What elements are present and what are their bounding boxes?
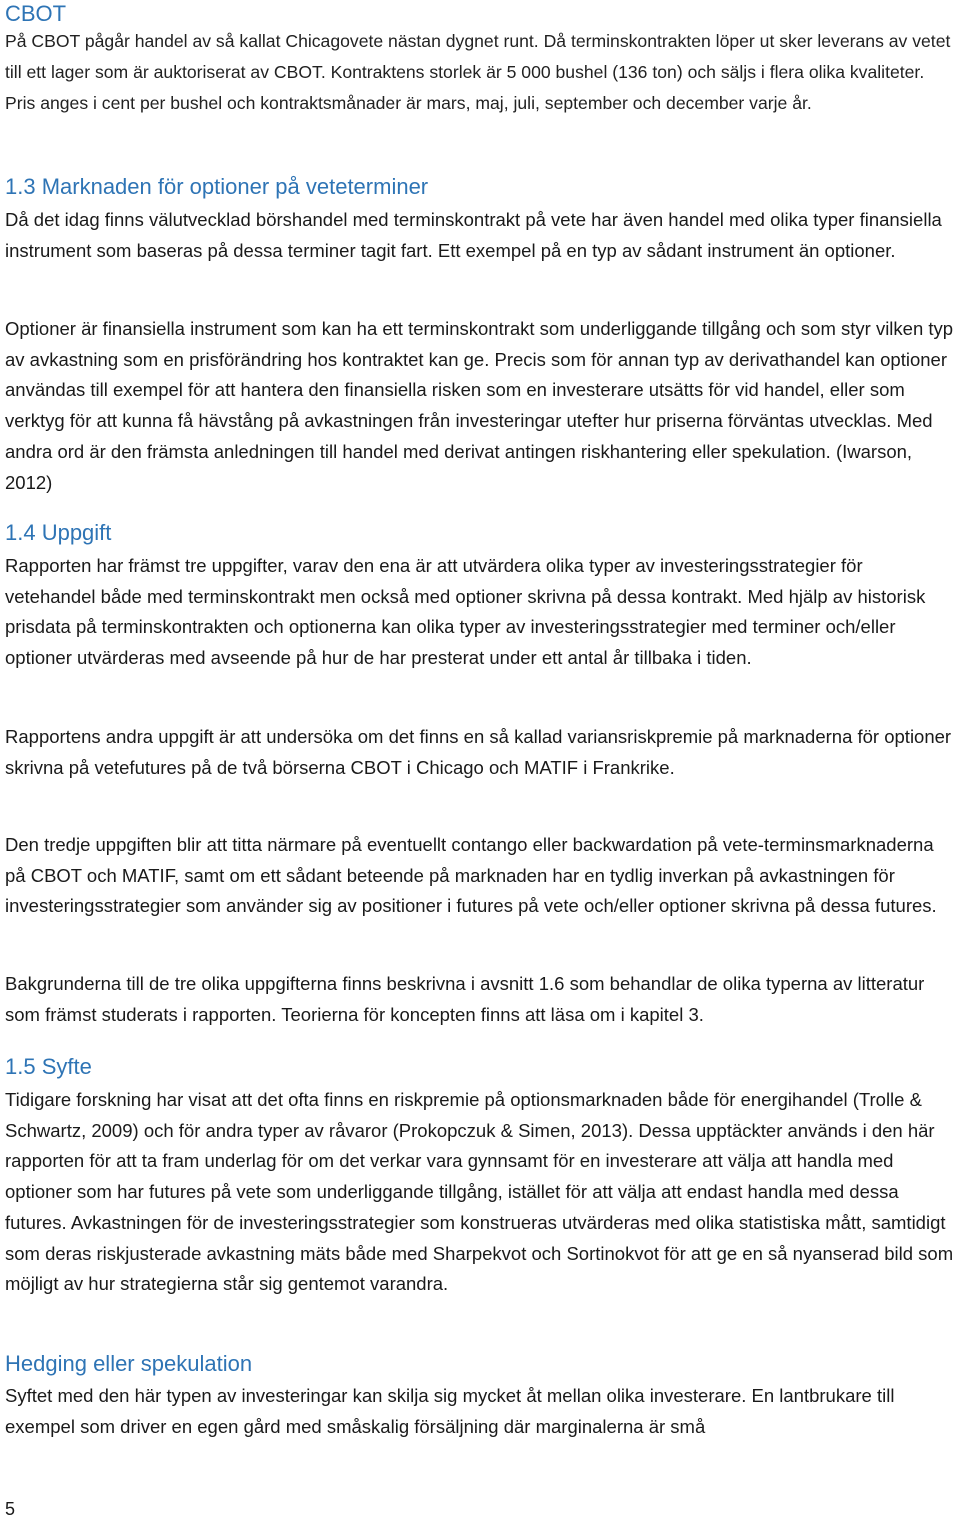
hedging-paragraph-1: Syftet med den här typen av investeringar kan skilja sig mycket åt mellan olika investerare. En lantbrukare till exempel som driver en egen gård med småskalig försäljning där marginalerna är små: [5, 1385, 895, 1437]
section-heading-1-3: 1.3 Marknaden för optioner på veteterminer: [5, 174, 429, 199]
section-1-4-paragraph-3: Den tredje uppgiften blir att titta närmare på eventuellt contango eller backwardation på vete-terminsmarknaderna på CBOT och MATIF, samt om ett sådant beteende på marknaden har en tydlig inverkan på avkastningen för investeringsstrategier som använder sig av positioner i futures på vete och/eller optioner skrivna på dessa futures.: [5, 834, 937, 917]
section-heading-1-4: 1.4 Uppgift: [5, 520, 112, 545]
section-1-4-paragraph-2: Rapportens andra uppgift är att undersöka om det finns en så kallad variansriskpremie på marknaderna för optioner skrivna på vetefutures på de två börserna CBOT i Chicago och MATIF i Frankrike.: [5, 726, 952, 778]
section-heading-cbot: CBOT: [5, 1, 67, 26]
section-1-5-paragraph-1: Tidigare forskning har visat att det ofta finns en riskpremie på optionsmarknaden både för energihandel (Trolle & Schwartz, 2009) och för andra typer av råvaror (Prokopczuk & Simen, 2013). Dessa upptäckter används i den här rapporten för att ta fram underlag för om det verkar vara gynnsamt för en investerare att välja att handla med optioner som har futures på vete som underliggande tillgång, istället för att välja att endast handla med dessa futures. Avkastningen för de investeringsstrategier som konstrueras utvärderas med olika statistiska mått, samtidigt som deras riskjusterade avkastning mäts både med Sharpekvot och Sortinokvot för att ge en så nyanserad bild som möjligt av hur strategierna står sig gentemot varandra.: [5, 1089, 954, 1295]
section-1-4-paragraph-1: Rapporten har främst tre uppgifter, varav den ena är att utvärdera olika typer av investeringsstrategier för vetehandel både med terminskontrakt men också med optioner skrivna på dessa kontrakt. Med hjälp av historisk prisdata på terminskontrakten och optionerna kan olika typer av investeringsstrategier med terminer och/eller optioner utvärderas med avseende på hur de har presterat under ett antal år tillbaka i tiden.: [5, 555, 926, 669]
section-1-3-paragraph-1: Då det idag finns välutvecklad börshandel med terminskontrakt på vete har även handel med olika typer finansiella instrument som baseras på dessa terminer tagit fart. Ett exempel på en typ av sådant instrument än optioner.: [5, 209, 942, 261]
section-1-4-paragraph-4: Bakgrunderna till de tre olika uppgifterna finns beskrivna i avsnitt 1.6 som behandlar de olika typerna av litteratur som främst studerats i rapporten. Teorierna för koncepten finns att läsa om i kapitel 3.: [5, 973, 925, 1025]
subsection-heading-hedging: Hedging eller spekulation: [5, 1351, 253, 1376]
section-heading-1-5: 1.5 Syfte: [5, 1054, 92, 1079]
section-1-3-paragraph-2: Optioner är finansiella instrument som kan ha ett terminskontrakt som underliggande tillgång och som styr vilken typ av avkastning som en prisförändring hos kontraktet kan ge. Precis som för annan typ av derivathandel kan optioner användas till exempel för att hantera den finansiella risken som en investerare utsätts för vid handel, eller som verktyg för att kunna få hävstång på avkastningen från investeringar utefter hur priserna förväntas utvecklas. Med andra ord är den främsta anledningen till handel med derivat antingen riskhantering eller spekulation. (Iwarson, 2012): [5, 318, 954, 493]
page-number: 5: [5, 1499, 16, 1519]
cbot-paragraph: På CBOT pågår handel av så kallat Chicagovete nästan dygnet runt. Då terminskontrakten löper ut sker leverans av vetet till ett lager som är auktoriserat av CBOT. Kontraktens storlek är 5 000 bushel (136 ton) och säljs i flera olika kvaliteter. Pris anges i cent per bushel och kontraktsmånader är mars, maj, juli, september och december varje år.: [5, 31, 951, 113]
